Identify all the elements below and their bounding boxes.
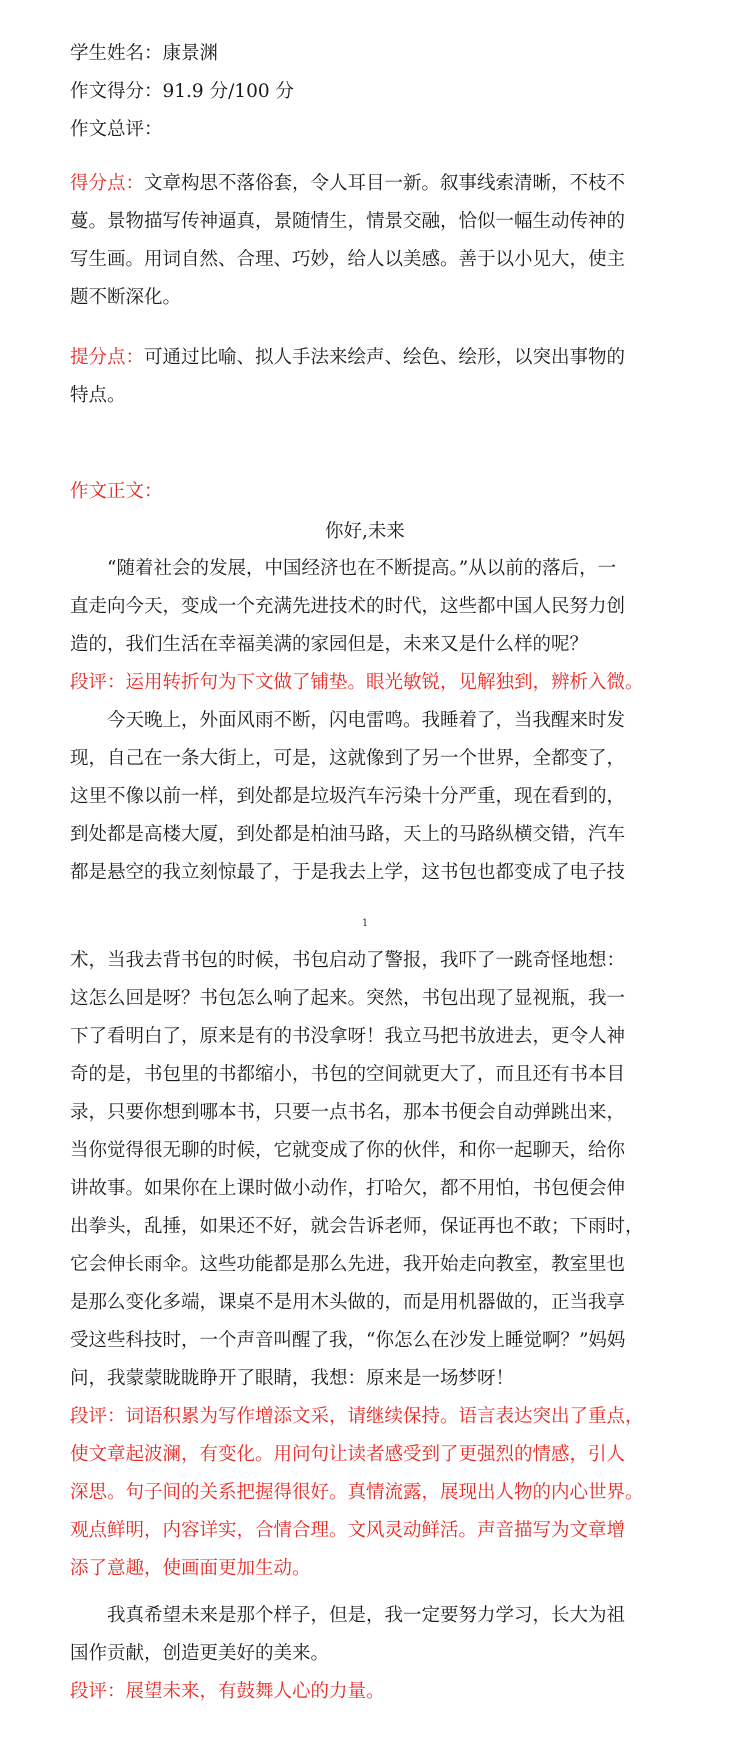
paragraph-line: 到处都是高楼大厦，到处都是柏油马路，天上的马路纵横交错，汽车 bbox=[70, 824, 626, 845]
merits-text-line: 写生画。用词自然、合理、巧妙，给人以美感。善于以小见大，使主 bbox=[70, 249, 626, 270]
merits-label: 得分点： bbox=[70, 173, 145, 194]
paragraph-line: 是那么变化多端，课桌不是用木头做的，而是用机器做的，正当我享 bbox=[70, 1292, 626, 1313]
improve-text-line: 特点。 bbox=[70, 385, 126, 406]
paragraph-line: “随着社会的发展，中国经济也在不断提高。”从以前的落后，一 bbox=[107, 558, 617, 579]
essay-score: 作文得分：91.9 分/100 分 bbox=[70, 81, 294, 102]
paragraph-line: 出拳头，乱捶，如果还不好，就会告诉老师，保证再也不敢；下雨时， bbox=[70, 1216, 644, 1237]
essay-body-label: 作文正文： bbox=[70, 481, 163, 502]
paragraph-line: 受这些科技时，一个声音叫醒了我，“你怎么在沙发上睡觉啊？”妈妈 bbox=[70, 1330, 626, 1351]
paragraph-line: 讲故事。如果你在上课时做小动作，打哈欠，都不用怕，书包便会伸 bbox=[70, 1178, 626, 1199]
paragraph-line: 现，自己在一条大街上，可是，这就像到了另一个世界，全都变了， bbox=[70, 748, 626, 769]
paragraph-line: 我真希望未来是那个样子，但是，我一定要努力学习，长大为祖 bbox=[107, 1605, 626, 1626]
paragraph-line: 它会伸长雨伞。这些功能都是那么先进，我开始走向教室，教室里也 bbox=[70, 1254, 626, 1275]
paragraph-line: 当你觉得很无聊的时候，它就变成了你的伙伴，和你一起聊天，给你 bbox=[70, 1140, 626, 1161]
improve-label: 提分点： bbox=[70, 347, 145, 368]
paragraph-comment: 段评：运用转折句为下文做了铺垫。眼光敏锐，见解独到，辨析入微。 bbox=[70, 672, 644, 693]
merits-text-line: 题不断深化。 bbox=[70, 287, 182, 308]
paragraph-line: 今天晚上，外面风雨不断，闪电雷鸣。我睡着了，当我醒来时发 bbox=[107, 710, 626, 731]
essay-title: 你好,未来 bbox=[325, 521, 405, 542]
improve-text-line: 可通过比喻、拟人手法来绘声、绘色、绘形，以突出事物的 bbox=[144, 347, 626, 368]
paragraph-line: 都是悬空的我立刻惊最了，于是我去上学，这书包也都变成了电子技 bbox=[70, 862, 626, 883]
paragraph-line: 奇的是，书包里的书都缩小，书包的空间就更大了，而且还有书本目 bbox=[70, 1064, 626, 1085]
paragraph-line: 录，只要你想到哪本书，只要一点书名，那本书便会自动弹跳出来， bbox=[70, 1102, 626, 1123]
merits-first-line bbox=[70, 172, 625, 196]
paragraph-line: 这怎么回是呀？书包怎么响了起来。突然，书包出现了显视瓶，我一 bbox=[70, 988, 626, 1009]
paragraph-line: 这里不像以前一样，到处都是垃圾汽车污染十分严重，现在看到的， bbox=[70, 786, 626, 807]
paragraph-comment: 添了意趣，使画面更加生动。 bbox=[70, 1558, 311, 1579]
improve-first-line bbox=[70, 346, 625, 370]
paragraph-line: 术，当我去背书包的时候，书包启动了警报，我吓了一跳奇怪地想： bbox=[70, 950, 626, 971]
paragraph-line: 国作贡献，创造更美好的美来。 bbox=[70, 1643, 330, 1664]
overall-comment-label: 作文总评： bbox=[70, 119, 163, 140]
paragraph-comment: 使文章起波澜，有变化。用问句让读者感受到了更强烈的情感，引人 bbox=[70, 1444, 626, 1465]
paragraph-line: 问，我蒙蒙眬眬睁开了眼睛，我想：原来是一场梦呀！ bbox=[70, 1368, 515, 1389]
merits-text-line: 文章构思不落俗套，令人耳目一新。叙事线索清晰，不枝不 bbox=[144, 173, 626, 194]
paragraph-comment: 观点鲜明，内容详实，合情合理。文风灵动鲜活。声音描写为文章增 bbox=[70, 1520, 626, 1541]
paragraph-comment: 段评：展望未来，有鼓舞人心的力量。 bbox=[70, 1681, 385, 1702]
paragraph-comment: 深思。句子间的关系把握得很好。真情流露，展现出人物的内心世界。 bbox=[70, 1482, 644, 1503]
paragraph-comment: 段评：词语积累为写作增添文采，请继续保持。语言表达突出了重点， bbox=[70, 1406, 644, 1427]
paragraph-line: 下了看明白了，原来是有的书没拿呀！我立马把书放进去，更令人神 bbox=[70, 1026, 626, 1047]
merits-text-line: 蔓。景物描写传神逼真，景随情生，情景交融，恰似一幅生动传神的 bbox=[70, 211, 626, 232]
student-name: 学生姓名：康景渊 bbox=[70, 43, 219, 64]
paragraph-line: 直走向今天，变成一个充满先进技术的时代，这些都中国人民努力创 bbox=[70, 596, 626, 617]
paragraph-line: 造的，我们生活在幸福美满的家园但是，未来又是什么样的呢？ bbox=[70, 634, 589, 655]
page-number: 1 bbox=[361, 918, 369, 929]
